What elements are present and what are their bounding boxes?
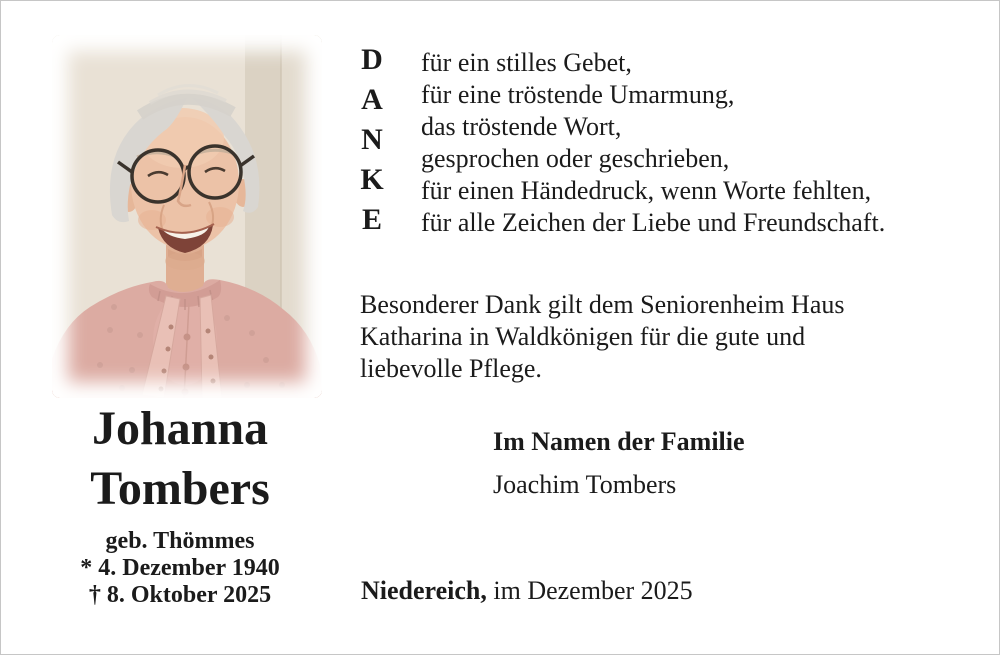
thanks-line: für ein stilles Gebet, <box>421 48 632 77</box>
thanks-line: für eine tröstende Umarmung, <box>421 80 735 109</box>
deceased-last-name: Tombers <box>90 462 270 515</box>
family-heading: Im Namen der Familie <box>493 427 745 456</box>
deceased-portrait-photo <box>52 35 322 398</box>
death-date-line: † 8. Oktober 2025 <box>88 582 272 608</box>
special-thanks-line: Katharina in Waldkönigen für die gute und <box>360 322 806 351</box>
danke-letter-d: D <box>361 43 383 76</box>
danke-letter-n: N <box>361 123 383 156</box>
place-date-line <box>361 578 693 604</box>
thanks-line: gesprochen oder geschrieben, <box>421 144 730 173</box>
place-name: Niedereich, <box>361 576 487 605</box>
thanks-line: für alle Zeichen der Liebe und Freundschaft. <box>421 208 886 237</box>
deceased-first-name: Johanna <box>91 402 269 455</box>
thanks-line: das tröstende Wort, <box>421 112 622 141</box>
thanks-line: für einen Händedruck, wenn Worte fehlten, <box>421 176 872 205</box>
birth-date-line: * 4. Dezember 1940 <box>80 555 280 581</box>
danke-letter-e: E <box>361 203 382 236</box>
portrait-photo-illustration <box>52 35 322 398</box>
thanks-lines-block <box>421 47 885 239</box>
family-signature: Joachim Tombers <box>493 470 677 499</box>
danke-letter-a: A <box>361 83 383 116</box>
special-thanks-line: Besonderer Dank gilt dem Seniorenheim Haus <box>360 290 845 319</box>
special-thanks-line: liebevolle Pflege. <box>360 354 542 383</box>
danke-letter-k: K <box>360 163 384 196</box>
date-text: im Dezember 2025 <box>486 576 693 605</box>
special-thanks-paragraph <box>360 289 845 385</box>
maiden-name-line: geb. Thömmes <box>105 528 255 554</box>
